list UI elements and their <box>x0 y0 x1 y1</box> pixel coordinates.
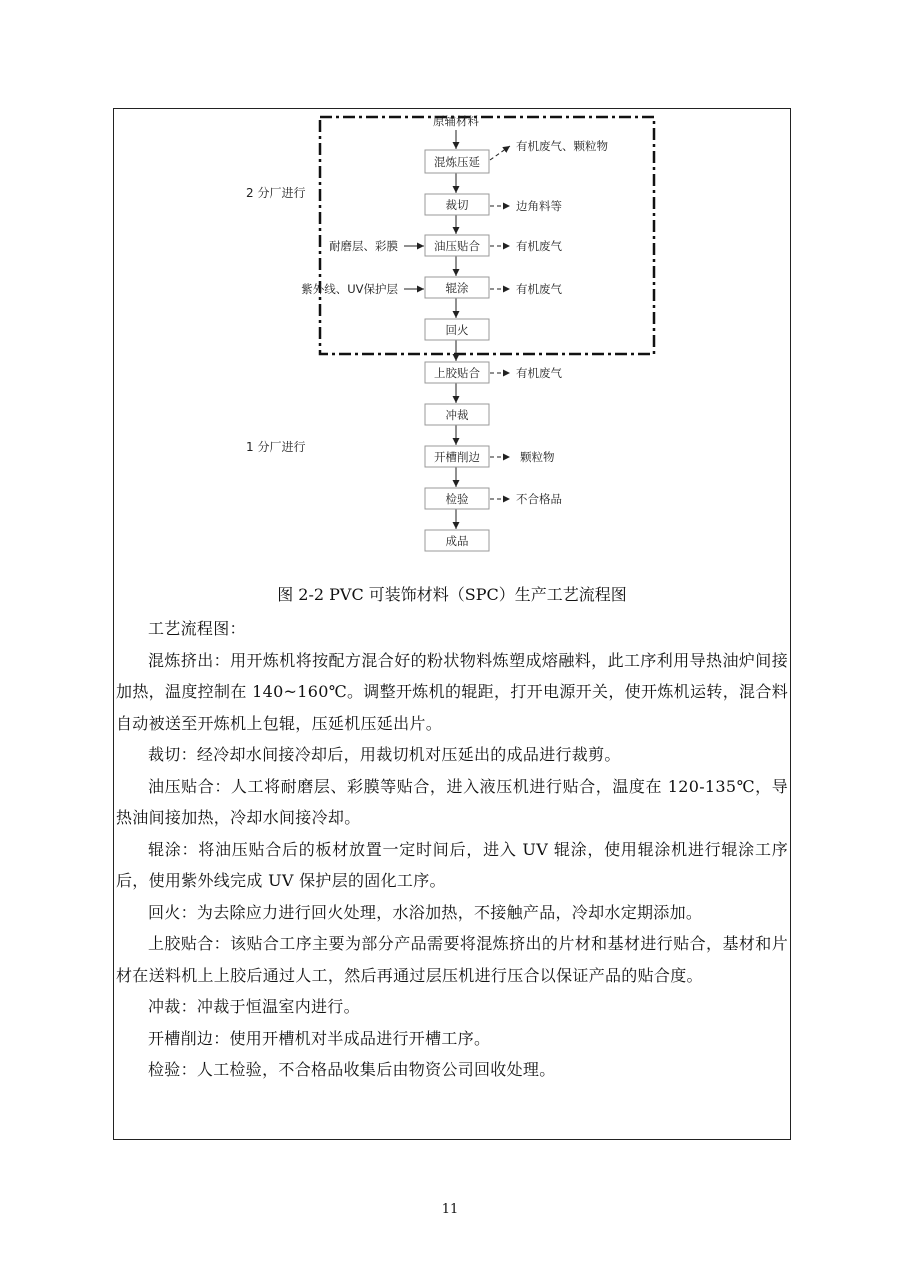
paragraph-glue-laminating: 上胶贴合：该贴合工序主要为部分产品需要将混炼挤出的片材和基材进行贴合，基材和片材在送料机上上胶后通过人工，然后再通过层压机进行压合以保证产品的贴合度。 <box>116 934 788 985</box>
svg-text:裁切: 裁切 <box>445 198 469 212</box>
paragraph-roll-coat: 辊涂：将油压贴合后的板材放置一定时间后，进入 UV 辊涂，使用辊涂机进行辊涂工序后，使用紫外线完成 UV 保护层的固化工序。 <box>116 839 788 890</box>
output-cutting: 边角料等 <box>516 199 562 213</box>
paragraph-heading: 工艺流程图： <box>148 619 246 638</box>
output-oil-press: 有机废气 <box>516 239 562 253</box>
branch1-label: 1 分厂进行 <box>246 440 306 454</box>
paragraph-cutting: 裁切：经冷却水间接冷却后，用裁切机对压延出的成品进行裁剪。 <box>148 745 621 764</box>
page-number: 11 <box>441 1202 459 1217</box>
output-slotting: 颗粒物 <box>520 450 555 464</box>
paragraph-inspection: 检验：人工检验，不合格品收集后由物资公司回收处理。 <box>148 1060 556 1079</box>
step-slotting <box>425 446 489 467</box>
process-description <box>116 613 788 1086</box>
step-oil-press <box>425 235 489 256</box>
step-roll-coat <box>425 277 489 298</box>
raw-material-label: 原辅材料 <box>433 114 479 128</box>
svg-text:冲裁: 冲裁 <box>445 408 469 422</box>
output-mixing: 有机废气、颗粒物 <box>516 139 608 153</box>
paragraph-oil-press: 油压贴合：人工将耐磨层、彩膜等贴合，进入液压机进行贴合，温度在 120-135℃，导热油间接加热，冷却水间接冷却。 <box>116 776 788 827</box>
svg-text:上胶贴合: 上胶贴合 <box>434 366 480 380</box>
output-roll-coat: 有机废气 <box>516 282 562 296</box>
step-punching <box>425 404 489 425</box>
paragraph-tempering: 回火：为去除应力进行回火处理，水浴加热，不接触产品，冷却水定期添加。 <box>148 902 703 922</box>
branch2-label: 2 分厂进行 <box>246 186 306 200</box>
svg-text:油压贴合: 油压贴合 <box>434 239 480 253</box>
svg-text:开槽削边: 开槽削边 <box>434 450 480 464</box>
svg-text:混炼压延: 混炼压延 <box>434 155 480 169</box>
step-cutting <box>425 194 489 215</box>
svg-text:成品: 成品 <box>445 534 469 548</box>
figure-caption: 图 2-2 PVC 可装饰材料（SPC）生产工艺流程图 <box>277 585 627 604</box>
svg-text:回火: 回火 <box>445 323 469 337</box>
step-product <box>425 530 489 551</box>
step-glue-laminating <box>425 362 489 383</box>
step-tempering <box>425 319 489 340</box>
output-inspection: 不合格品 <box>516 492 562 506</box>
svg-text:检验: 检验 <box>445 492 469 506</box>
output-glue: 有机废气 <box>516 366 562 380</box>
step-mixing <box>425 150 489 173</box>
paragraph-slotting: 开槽削边：使用开槽机对半成品进行开槽工序。 <box>148 1028 491 1048</box>
paragraph-mixing: 混炼挤出：用开炼机将按配方混合好的粉状物料炼塑成熔融料，此工序利用导热油炉间接加热，温度控制在 140~160℃。调整开炼机的辊距，打开电源开关，使开炼机运转，混合料自动被送至开炼机上包辊，压延机压延出片。 <box>116 650 788 733</box>
paragraph-punching: 冲裁：冲裁于恒温室内进行。 <box>148 997 360 1016</box>
input-oil-press: 耐磨层、彩膜 <box>329 239 398 253</box>
svg-text:辊涂: 辊涂 <box>445 281 469 295</box>
process-flowchart <box>0 0 900 600</box>
step-inspection <box>425 488 489 509</box>
input-roll-coat: 紫外线、UV保护层 <box>301 282 398 296</box>
